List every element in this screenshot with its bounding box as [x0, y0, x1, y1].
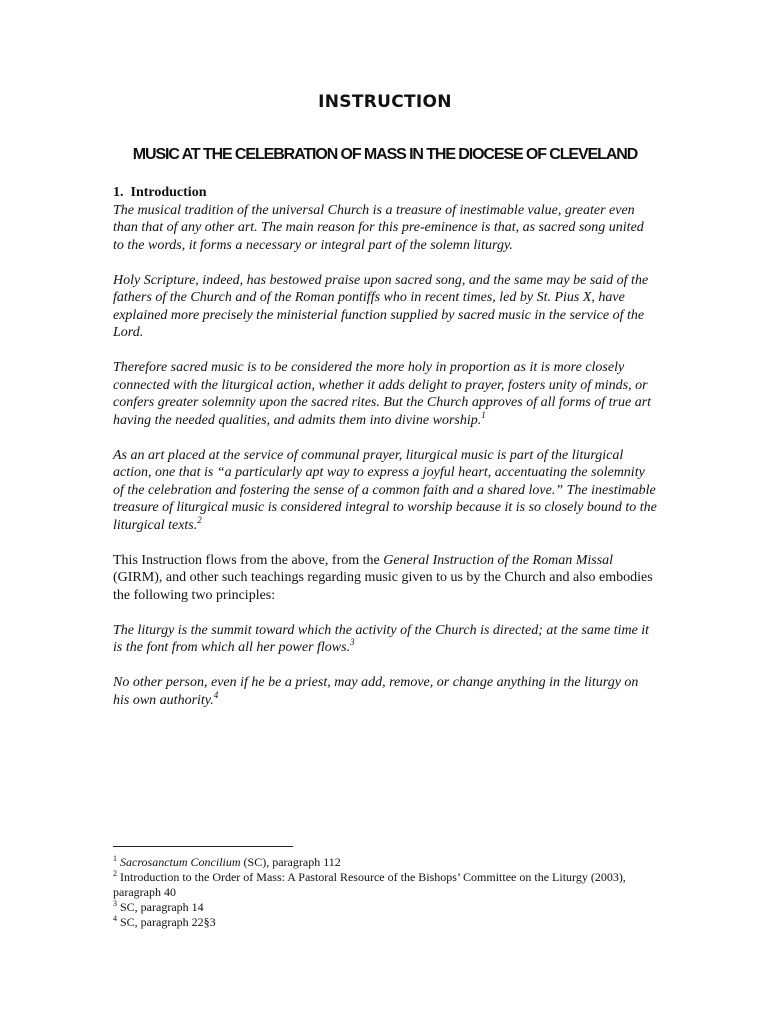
paragraph-6-text: The liturgy is the summit toward which the activity of the Church is directed; at the same time it is the font from which all her power flows.: [113, 622, 650, 655]
footnote-text: Introduction to the Order of Mass: A Pastoral Resource of the Bishops’ Committee on the Liturgy (2003), paragraph 40: [113, 870, 626, 899]
footnote-text: (SC), paragraph 112: [240, 855, 341, 869]
paragraph-4: [113, 447, 658, 535]
paragraph-4-text: As an art placed at the service of communal prayer, liturgical music is part of the liturgical action, one that is “a particularly apt way to express a joyful heart, accentuating the solemnity of the celebration and fostering the sense of a common faith and a shared love.” The inestimable treasure of liturgical music is considered integral to worship because it is so closely bound to the liturgical texts.: [113, 447, 657, 533]
footnote-ref-2[interactable]: 2: [197, 514, 202, 525]
footnote-text: SC, paragraph 22§3: [120, 915, 216, 929]
footnote-3: [113, 900, 658, 915]
footnotes: [113, 846, 658, 930]
footnote-number: 2: [113, 869, 117, 878]
footnote-number: 3: [113, 899, 117, 908]
paragraph-5: [113, 552, 658, 605]
girm-title: General Instruction of the Roman Missal: [383, 552, 614, 568]
footnote-1: [113, 855, 658, 870]
paragraph-3: [113, 359, 658, 429]
paragraph-6: [113, 622, 658, 657]
paragraph-7-text: No other person, even if he be a priest, may add, remove, or change anything in the liturgy on his own authority.: [113, 675, 639, 708]
section-heading: [113, 184, 658, 202]
footnote-4: [113, 915, 658, 930]
paragraph-1: The musical tradition of the universal Church is a treasure of inestimable value, greater even than that of any other art. The main reason for this pre-eminence is that, as sacred song united to the words, it forms a necessary or integral part of the solemn liturgy.: [113, 202, 644, 253]
footnote-ref-1[interactable]: 1: [481, 409, 486, 420]
footnote-number: 4: [113, 914, 117, 923]
footnote-number: 1: [113, 854, 117, 863]
footnote-divider: [113, 846, 293, 847]
document-body: [113, 184, 658, 727]
document-title: INSTRUCTION: [318, 92, 452, 112]
paragraph-5-text-after: (GIRM), and other such teachings regarding music given to us by the Church and also embodies the following two principles:: [113, 570, 653, 603]
section-title: Introduction: [130, 185, 207, 200]
paragraph-2: Holy Scripture, indeed, has bestowed praise upon sacred song, and the same may be said of the fathers of the Church and of the Roman pontiffs who in recent times, led by St. Pius X, have explained more precisely the ministerial function supplied by sacred music in the service of the Lord.: [113, 272, 649, 340]
paragraph-7: [113, 674, 658, 709]
paragraph-3-text: Therefore sacred music is to be considered the more holy in proportion as it is more closely connected with the liturgical action, whether it adds delight to prayer, fosters unity of minds, or confers greater solemnity upon the sacred rites. But the Church approves of all forms of true art having the needed qualities, and admits them into divine worship.: [113, 360, 652, 428]
paragraph-5-text-before: This Instruction flows from the above, from the: [113, 552, 384, 568]
document-subtitle: MUSIC AT THE CELEBRATION OF MASS IN THE DIOCESE OF CLEVELAND: [132, 146, 638, 163]
footnote-title: Sacrosanctum Concilium: [120, 855, 241, 869]
footnote-2: [113, 870, 658, 900]
section-number: 1.: [113, 185, 124, 200]
footnote-ref-3[interactable]: 3: [350, 637, 355, 647]
footnote-ref-4[interactable]: 4: [213, 689, 219, 700]
footnote-text: SC, paragraph 14: [120, 900, 204, 914]
